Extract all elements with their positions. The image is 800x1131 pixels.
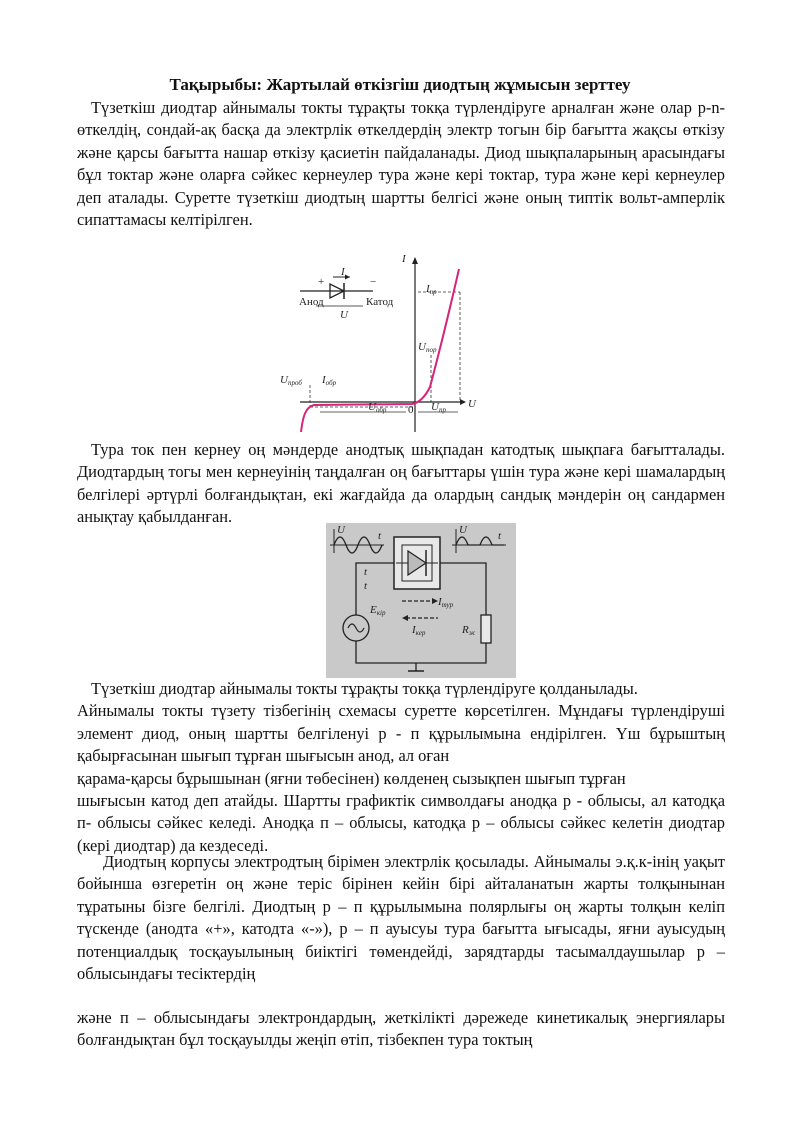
t-marker-upper: t: [364, 566, 368, 578]
rectifier-line-2: Айнымалы токты түзету тізбегінің схемасы суретте көрсетілген. Мұндағы түрлендіруші элемент диод, оның шартты белгіленуі р - п құрылымына ендірілген. Үш бұрыштың қабырғасынан шығып тұрған шығысын анод, ал оған: [77, 701, 725, 766]
arrow-i-label: I: [341, 266, 345, 278]
origin-label: 0: [408, 404, 414, 416]
cathode-label: Катод: [366, 296, 394, 308]
arrow-u-label: U: [340, 309, 348, 321]
output-half-wave: [456, 537, 504, 545]
reverse-current-label: Iкер: [412, 624, 426, 637]
u-pr-label: Uпр: [431, 401, 446, 414]
paragraph-intro: Түзеткіш диодтар айнымалы токты тұрақты токқа түрлендіруге арналған және олар p-n-өткелдің, сондай-ақ басқа да электрлік өткелдердің электр тогын бір бағытта жақсы өткізу және қарсы бағытта нашар өткізу қасиетін пайдаланады. Диод шықпаларының арасындағы бұл токтар және оларға сәйкес кернеулер тура және кері токтар, тура және кері кернеулер деп аталады. Суретте түзеткіш диодтың шартты белгісі және оның типтік вольт-амперлік сипаттамасы келтірілген.: [77, 98, 725, 230]
output-t-label: t: [498, 530, 502, 542]
minus-sign: −: [370, 276, 377, 288]
u-obr-label: Uобр: [368, 401, 387, 414]
i-axis-arrow: [412, 257, 418, 264]
load-r-label: Rж: [462, 624, 476, 637]
rectifier-line-4: шығысын катод деп атайды. Шартты графиктік символдағы анодқа р - облысы, ал катодқа п- облысы сәйкес келеді. Анодқа п – облысы, катодқа р – облысы сәйкес келетін диодтар (кері диодтар) да кездеседі.: [77, 791, 725, 855]
axis-i-label: I: [402, 253, 406, 265]
axis-u-label: U: [468, 398, 476, 410]
diode-iv-characteristic-figure: [278, 247, 490, 437]
paragraph-direction: Тура ток пен кернеу оң мәндерде анодтық шықпадан катодтық шықпаға бағытталады. Диодтардың тогы мен кернеуінің таңдалған оң бағыттары үшін тура және кері шамалардың белгілері әртүрлі болғандықтан, екі жағдайда да олардың сандық мәндерін оң сандармен анықтау қабылданған.: [77, 440, 725, 527]
reverse-current-head: [402, 615, 408, 621]
wire-source-to-diode: [356, 563, 394, 575]
i-obr-label: Iобр: [322, 374, 337, 387]
current-arrow-head: [345, 275, 350, 280]
plus-sign: +: [318, 276, 325, 288]
load-resistor: [481, 615, 491, 643]
anode-label: Анод: [299, 296, 324, 308]
u-prob-label: Uпроб: [280, 374, 302, 387]
i-pr-label: Iпр: [426, 283, 437, 296]
u-axis-arrow: [460, 399, 466, 405]
paragraph-operation: Диодтың корпусы электродтың бірімен электрлік қосылады. Айнымалы э.қ.к-інің уақыт бойынша өзгеретін оң және теріс бірінен кейін бірі айталанатын жарты толқынынан тұратыны бізге белгілі. Диодтың р – п құрылымына полярлығы оң жарты толқын келіп түскенде (анодта «+», катодта «-»), р – п ауысуы тура бағытта ығысады, яғни ауысудың потенциалдық тосқауылының биіктігі төмендейді, зарядтарды тасымалдаушылар р – облысындағы тесіктердің: [77, 852, 725, 984]
input-u-label: U: [337, 524, 345, 536]
document-title: Тақырыбы: Жартылай өткізгіш диодтың жұмысын зерттеу: [169, 75, 631, 94]
output-u-label: U: [459, 524, 467, 536]
paragraph-rectifier: [77, 678, 725, 857]
source-e-label: Eкір: [370, 604, 386, 617]
input-t-label: t: [378, 530, 382, 542]
paragraph-continuation: және п – облысындағы электрондардың, жеткілікті дәрежеде кинетикалық энергиялары болғандықтан бұл тосқауылды жеңіп өтіп, тізбекпен тура токтың: [77, 1008, 725, 1050]
u-por-label: Uпор: [418, 341, 437, 354]
rectifier-line-1: Түзеткіш диодтар айнымалы токты тұрақты токқа түрлендіруге қолданылады.: [91, 679, 638, 698]
rectifier-line-3: қарама-қарсы бұрышынан (яғни төбесінен) көлденең сызықпен шығып тұрған: [77, 768, 626, 788]
rectifier-circuit-figure: [326, 523, 516, 678]
forward-current-label: Iтур: [438, 596, 454, 609]
wire-return: [356, 641, 486, 663]
t-marker-lower: t: [364, 580, 368, 592]
